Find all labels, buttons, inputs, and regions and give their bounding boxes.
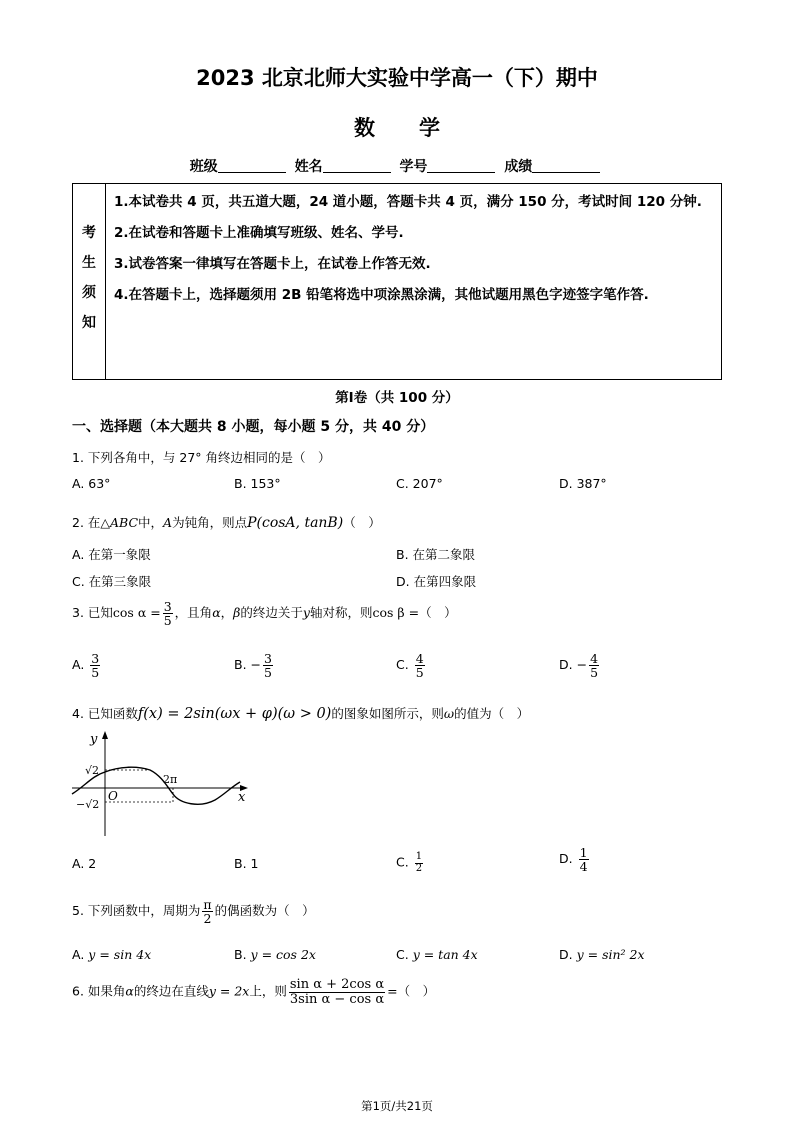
q1-option-d[interactable]: D. 387° [559, 476, 607, 491]
question-1-stem: 1. 下列各角中，与 27° 角终边相同的是（ ） [72, 450, 331, 465]
score-blank[interactable] [532, 158, 600, 173]
notice-item: 2.在试卷和答题卡上准确填写班级、姓名、学号. [114, 225, 404, 241]
q4-option-a[interactable]: A. 2 [72, 856, 97, 871]
q5-option-c[interactable]: C. y = tan 4x [396, 947, 478, 962]
section-heading: 一、选择题（本大题共 8 小题，每小题 5 分，共 40 分） [72, 419, 435, 435]
notice-items [106, 184, 722, 380]
q1-option-a[interactable]: A. 63° [72, 476, 111, 491]
y-axis-arrow-icon [102, 731, 108, 739]
score-label: 成绩 [504, 159, 533, 175]
q4-option-d[interactable]: D. $\frac{1}{4}$ [559, 845, 588, 875]
question-5-stem: 5. 下列函数中，周期为 $\frac{\pi}{2}$ 的偶函数为（ ） [72, 897, 315, 927]
student-info-line [0, 156, 794, 176]
q2-option-b[interactable]: B. 在第二象限 [396, 547, 476, 562]
period-label: 2π [163, 773, 178, 786]
max-label: √2 [85, 764, 100, 777]
q2-option-c[interactable]: C. 在第三象限 [72, 574, 152, 589]
q3-option-c[interactable]: C. $\frac{4}{5}$ [396, 651, 424, 681]
question-6-stem: 6. 如果角α的终边在直线y = 2x上，则 $\frac{\text{sin α + 2cos α}}{\text{3sin α − cos α}}$ =（ ） [72, 977, 436, 1007]
min-label: −√2 [76, 798, 100, 811]
q2-option-a[interactable]: A. 在第一象限 [72, 547, 151, 562]
q4-option-c[interactable]: C. $\frac{1}{2}$ [396, 851, 423, 874]
q3-option-a[interactable]: A. $\frac{3}{5}$ [72, 651, 100, 681]
name-label: 姓名 [294, 159, 323, 175]
notice-item: 4.在答题卡上，选择题须用 2B 铅笔将选中项涂黑涂满，其他试题用黑色字迹签字笔作答. [114, 287, 649, 303]
q1-option-b[interactable]: B. 153° [234, 476, 281, 491]
question-2-stem: 2. 在△ABC中，A为钝角，则点P(cosA, tanB)（ ） [72, 515, 381, 531]
notice-label: 考 生 须 知 [73, 184, 106, 380]
q5-option-d[interactable]: D. y = sin² 2x [559, 947, 645, 962]
student-id-label: 学号 [399, 159, 428, 175]
class-label: 班级 [189, 159, 218, 175]
sine-graph [70, 728, 260, 838]
notice-item: 3.试卷答案一律填写在答题卡上，在试卷上作答无效. [114, 256, 431, 272]
question-4-stem: 4. 已知函数f(x) = 2sin(ωx + φ)(ω > 0)的图象如图所示，则ω的值为（ ） [72, 706, 530, 722]
student-id-blank[interactable] [427, 158, 495, 173]
name-blank[interactable] [323, 158, 391, 173]
notice-item: 1.本试卷共 4 页，共五道大题，24 道小题，答题卡共 4 页，满分 150 分，考试时间 120 分钟. [114, 194, 702, 210]
q3-option-b[interactable]: B. − $\frac{3}{5}$ [234, 651, 272, 681]
q5-option-b[interactable]: B. y = cos 2x [234, 947, 316, 962]
q4-option-b[interactable]: B. 1 [234, 856, 259, 871]
q5-option-a[interactable]: A. y = sin 4x [72, 947, 152, 962]
exam-notice-box [72, 183, 722, 380]
question-3-stem: 3. 已知cos α = $\frac{3}{5}$ ，且角α，β的终边关于y轴对称，则cos β =（ ） [72, 599, 457, 629]
exam-title: 2023 北京北师大实验中学高一（下）期中 [196, 66, 598, 90]
q3-option-d[interactable]: D. − $\frac{4}{5}$ [559, 651, 599, 681]
q1-option-c[interactable]: C. 207° [396, 476, 443, 491]
q2-option-d[interactable]: D. 在第四象限 [396, 574, 477, 589]
page-footer: 第1页/共21页 [361, 1099, 433, 1113]
subject-title: 数 学 [354, 116, 440, 140]
volume-heading: 第Ⅰ卷（共 100 分） [335, 390, 459, 406]
y-axis-label: y [90, 732, 98, 747]
x-axis-label: x [238, 790, 246, 805]
origin-label: O [108, 789, 118, 803]
class-blank[interactable] [218, 158, 286, 173]
